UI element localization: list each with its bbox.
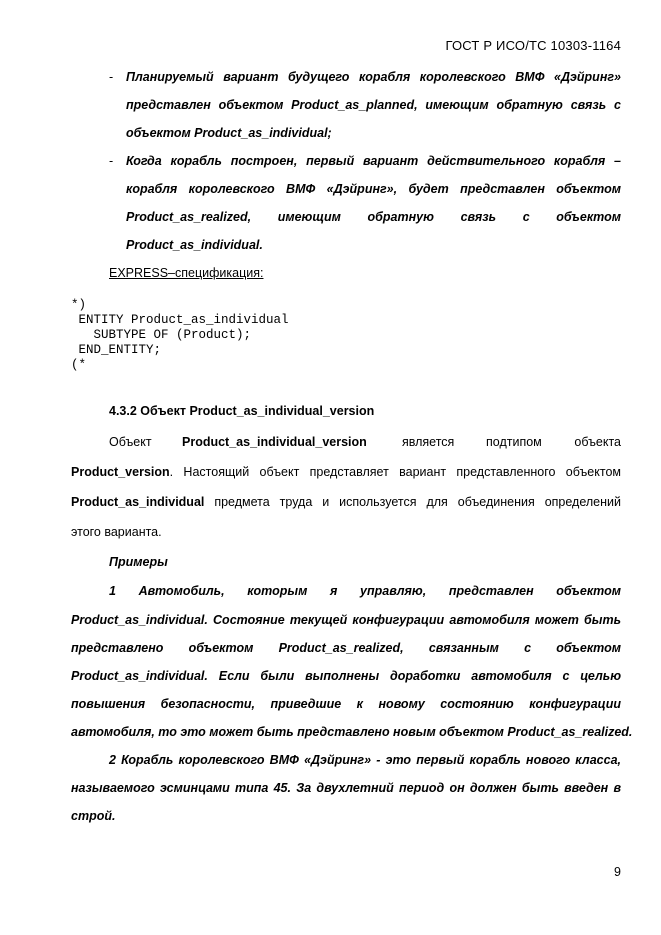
bullet2-line2: корабля королевского ВМФ «Дэйринг», будет представлен объектом [126,182,621,196]
bullet-marker: - [109,70,114,84]
example2-line1: 2 Корабль королевского ВМФ «Дэйринг» - это первый корабль нового класса, [109,753,621,767]
section-title: 4.3.2 Объект Product_as_individual_version [109,404,375,418]
bullet2-line4: Product_as_individual. [126,238,263,252]
entity-name: Product_version [71,465,170,479]
paragraph-line3 [71,493,621,511]
example2-line3: строй. [71,809,116,823]
express-spec-label: EXPRESS–спецификация: [109,266,264,280]
word: подтипом [486,435,542,449]
code-line: (* [71,358,87,372]
bullet2-line1: Когда корабль построен, первый вариант действительного корабля – [126,154,621,168]
bullet1-line2: представлен объектом Product_as_planned, имеющим обратную связь с [126,98,621,112]
word: является [402,435,455,449]
example2-line2: называемого эсминцами типа 45. За двухлетний период он должен быть введен в [71,781,621,795]
code-line: ENTITY Product_as_individual [71,313,289,327]
page-number: 9 [614,865,621,879]
bullet1-line1: Планируемый вариант будущего корабля королевского ВМФ «Дэйринг» [126,70,621,84]
code-line: END_ENTITY; [71,343,162,357]
example1-line1: 1 Автомобиль, которым я управляю, представлен объектом [109,584,621,598]
example1-line6: автомобиля, то это может быть представлено новым объектом Product_as_realized. [71,725,633,739]
paragraph-text: . Настоящий объект представляет вариант представленного объектом [169,465,621,479]
paragraph-line4: этого варианта. [71,525,162,539]
examples-title: Примеры [109,555,168,569]
bullet-marker: - [109,154,114,168]
bullet1-line3: объектом Product_as_individual; [126,126,332,140]
bullet2-line3: Product_as_realized, имеющим обратную связь с объектом [126,210,621,224]
example1-line5: повышения безопасности, приведшие к новому состоянию конфигурации [71,697,621,711]
example1-line2: Product_as_individual. Состояние текущей конфигурации автомобиля может быть [71,613,621,627]
paragraph-line1 [109,433,621,451]
code-line: SUBTYPE OF (Product); [71,328,252,342]
paragraph-line2 [71,463,621,481]
example1-line4: Product_as_individual. Если были выполнены доработки автомобиля с целью [71,669,621,683]
code-line: *) [71,298,87,312]
word: объекта [574,435,621,449]
entity-name: Product_as_individual [71,495,205,509]
paragraph-text: предмета труда и используется для объединения определений [204,495,621,509]
example1-line3: представлено объектом Product_as_realized, связанным с объектом [71,641,621,655]
document-header: ГОСТ Р ИСО/ТС 10303-1164 [445,38,621,53]
entity-name: Product_as_individual_version [182,435,367,449]
word: Объект [109,435,152,449]
